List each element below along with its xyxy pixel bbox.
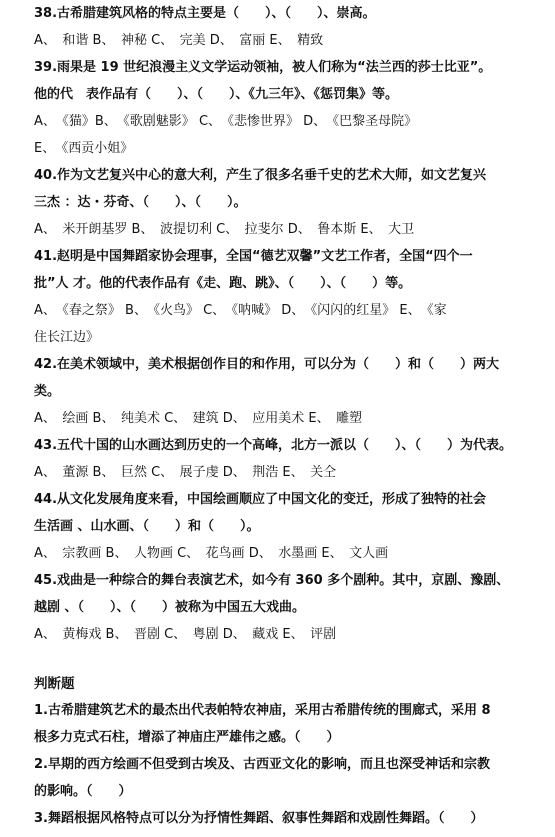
options-line: A、 《春之祭》 B、 《火鸟》 C、 《呐喊》 D、 《闪闪的红星》 E、 《家 — [34, 303, 447, 318]
question-line: 44.从文化发展角度来看，中国绘画顺应了中国文化的变迁，形成了独特的社会 — [34, 492, 487, 507]
question-line: 他的代 表作品有（ ）、（ ）、《九三年》、《惩罚集》等。 — [34, 87, 399, 102]
judgment-line: 1.古希腊建筑艺术的最杰出代表帕特农神庙，采用古希腊传统的围廊式，采用 8 — [34, 703, 491, 718]
question-line: 越剧 、（ ）、（ ）被称为中国五大戏曲。 — [34, 600, 306, 615]
question-line: 39.雨果是 19 世纪浪漫主义文学运动领袖，被人们称为“法兰西的莎士比亚”。 — [34, 60, 492, 75]
options-line: A、 和谐 B、 神秘 C、 完美 D、 富丽 E、 精致 — [34, 33, 324, 48]
options-line: A、 黄梅戏 B、 晋剧 C、 粤剧 D、 藏戏 E、 评剧 — [34, 627, 337, 642]
options-line: A、 绘画 B、 纯美术 C、 建筑 D、 应用美术 E、 雕塑 — [34, 411, 363, 426]
section-title: 判断题 — [34, 676, 75, 692]
question-line: 38.古希腊建筑风格的特点主要是（ ）、（ ）、崇高。 — [34, 6, 376, 21]
question-line: 45.戏曲是一种综合的舞台表演艺术，如今有 360 多个剧种。其中，京剧、豫剧、 — [34, 573, 510, 588]
question-line: 批”人 才。他的代表作品有《走、跑、跳》、（ ）、（ ）等。 — [34, 276, 412, 291]
question-line: 三杰 ：达・芬奇、（ ）、（ ）。 — [34, 195, 247, 210]
judgment-line: 3.舞蹈根据风格特点可以分为抒情性舞蹈、叙事性舞蹈和戏剧性舞蹈。（ ） — [34, 811, 484, 826]
options-line: E、 《西贡小姐》 — [34, 141, 134, 156]
judgment-line: 根多力克式石柱，增添了神庙庄严雄伟之感。（ ） — [34, 730, 340, 745]
options-line: 住长江边》 — [34, 330, 100, 345]
question-line: 40.作为文艺复兴中心的意大利，产生了很多名垂千史的艺术大师，如文艺复兴 — [34, 168, 487, 183]
question-line: 43.五代十国的山水画达到历史的一个高峰，北方一派以（ ）、（ ）为代表。 — [34, 438, 513, 453]
options-line: A、 《猫》B、 《歌剧魅影》 C、 《悲惨世界》 D、 《巴黎圣母院》 — [34, 114, 418, 129]
options-line: A、 董源 B、 巨然 C、 展子虔 D、 荆浩 E、 关仝 — [34, 465, 337, 480]
question-line: 42.在美术领域中，美术根据创作目的和作用，可以分为（ ）和（ ）两大 — [34, 357, 500, 372]
question-line: 生活画 、山水画、（ ）和（ ）。 — [34, 519, 260, 534]
question-line: 41.赵明是中国舞蹈家协会理事，全国“德艺双馨”文艺工作者，全国“四个一 — [34, 249, 473, 264]
options-line: A、 宗教画 B、 人物画 C、 花鸟画 D、 水墨画 E、 文人画 — [34, 546, 389, 561]
judgment-line: 2.早期的西方绘画不但受到古埃及、古西亚文化的影响，而且也深受神话和宗教 — [34, 757, 490, 772]
question-line: 类。 — [34, 384, 61, 399]
judgment-line: 的影响。（ ） — [34, 784, 132, 799]
options-line: A、 米开朗基罗 B、 波提切利 C、 拉斐尔 D、 鲁本斯 E、 大卫 — [34, 222, 415, 237]
